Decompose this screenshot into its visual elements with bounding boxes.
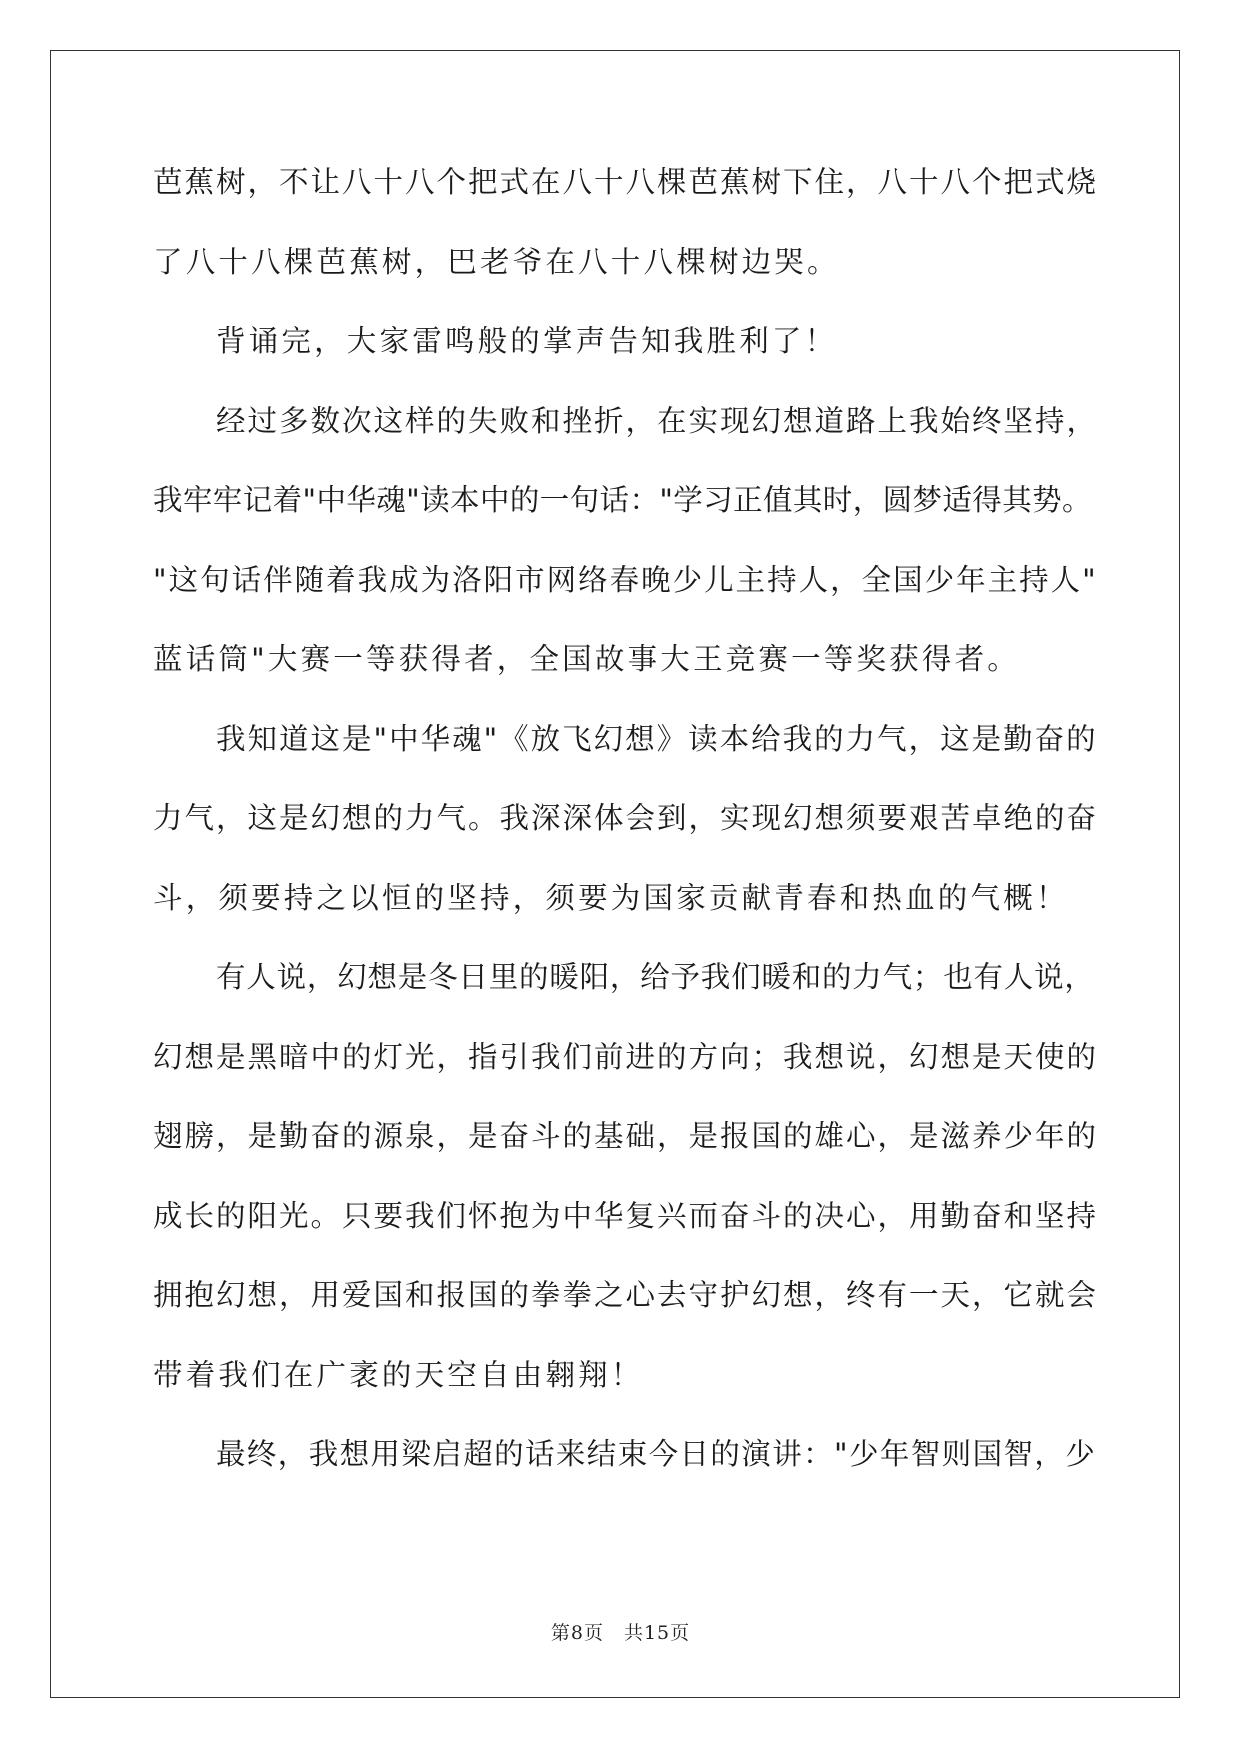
text-line: 幻想是黑暗中的灯光，指引我们前进的方向；我想说，幻想是天使的	[153, 1039, 1099, 1074]
text-line: 经过多数次这样的失败和挫折，在实现幻想道路上我始终坚持，	[216, 403, 1099, 438]
text-line: 成长的阳光。只要我们怀抱为中华复兴而奋斗的决心，用勤奋和坚持	[153, 1198, 1099, 1233]
text-line: 芭蕉树，不让八十八个把式在八十八棵芭蕉树下住，八十八个把式烧	[153, 165, 1099, 199]
text-line: 了八十八棵芭蕉树，巴老爷在八十八棵树边哭。	[153, 244, 840, 279]
text-line: 蓝话筒"大赛一等获得者，全国故事大王竞赛一等奖获得者。	[153, 642, 1020, 676]
text-line: 最终，我想用梁启超的话来结束今日的演讲："少年智则国智，少	[216, 1437, 1097, 1471]
document-body	[153, 162, 1098, 1514]
text-line: 我知道这是"中华魂"《放飞幻想》读本给我的力气，这是勤奋的	[216, 721, 1098, 756]
text-line: 带着我们在广袤的天空自由翱翔！	[153, 1357, 644, 1392]
text-line: 背诵完，大家雷鸣般的掌声告知我胜利了！	[216, 324, 838, 358]
text-line: 有人说，幻想是冬日里的暖阳，给予我们暖和的力气；也有人说，	[216, 960, 1095, 994]
text-line: 拥抱幻想，用爱国和报国的拳拳之心去守护幻想，终有一天，它就会	[153, 1278, 1099, 1312]
text-line: 斗，须要持之以恒的坚持，须要为国家贡献青春和热血的气概！	[153, 880, 1069, 915]
text-line: "这句话伴随着我成为洛阳市网络春晚少儿主持人，全国少年主持人"	[153, 562, 1098, 597]
text-line: 力气，这是幻想的力气。我深深体会到，实现幻想须要艰苦卓绝的奋	[153, 801, 1099, 835]
page-number-footer: 第8页 共15页	[550, 1622, 691, 1644]
text-line: 翅膀，是勤奋的源泉，是奋斗的基础，是报国的雄心，是滋养少年的	[153, 1119, 1099, 1153]
text-line: 我牢牢记着"中华魂"读本中的一句话："学习正值其时，圆梦适得其势。	[153, 483, 1092, 517]
